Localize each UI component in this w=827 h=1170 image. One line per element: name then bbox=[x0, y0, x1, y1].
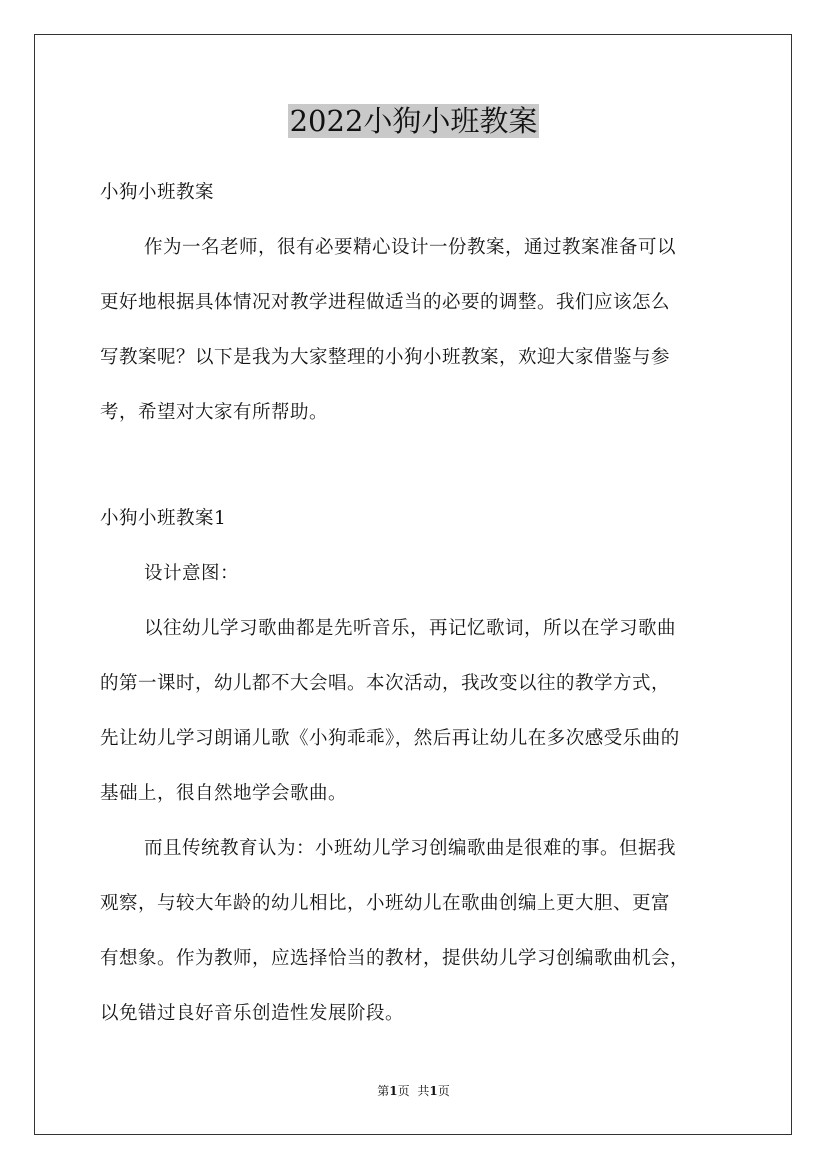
intro-line-3: 写教案呢？以下是我为大家整理的小狗小班教案，欢迎大家借鉴与参 bbox=[100, 347, 671, 368]
para2-line-2: 观察，与较大年龄的幼儿相比，小班幼儿在歌曲创编上更大胆、更富 bbox=[100, 893, 671, 914]
intro-line-4: 考，希望对大家有所帮助。 bbox=[100, 402, 329, 423]
intro-line-2: 更好地根据具体情况对教学进程做适当的必要的调整。我们应该怎么 bbox=[100, 292, 671, 313]
document-title bbox=[0, 100, 827, 142]
para1-line-1: 以往幼儿学习歌曲都是先听音乐，再记忆歌词，所以在学习歌曲 bbox=[144, 618, 677, 639]
para2-line-4: 以免错过良好音乐创造性发展阶段。 bbox=[100, 1003, 405, 1024]
para2-line-1: 而且传统教育认为：小班幼儿学习创编歌曲是很难的事。但据我 bbox=[144, 838, 677, 859]
para2-line-3: 有想象。作为教师，应选择恰当的教材，提供幼儿学习创编歌曲机会， bbox=[100, 948, 690, 969]
page-prefix: 第 bbox=[377, 1084, 390, 1098]
section-1-heading: 小狗小班教案1 bbox=[100, 508, 227, 529]
total-prefix: 共 bbox=[417, 1084, 430, 1098]
document-body bbox=[100, 165, 728, 440]
section-1 bbox=[100, 491, 728, 1041]
document-title-text: 2022小狗小班教案 bbox=[289, 104, 538, 138]
design-intent-label: 设计意图： bbox=[144, 563, 240, 584]
page-footer bbox=[0, 1082, 827, 1100]
total-number: 1 bbox=[429, 1084, 438, 1098]
intro-line-1: 作为一名老师，很有必要精心设计一份教案，通过教案准备可以 bbox=[144, 237, 677, 258]
total-suffix: 页 bbox=[437, 1084, 450, 1098]
para1-line-2: 的第一课时，幼儿都不大会唱。本次活动，我改变以往的教学方式， bbox=[100, 673, 671, 694]
page-number: 1 bbox=[389, 1084, 398, 1098]
para1-line-4: 基础上，很自然地学会歌曲。 bbox=[100, 783, 348, 804]
intro-heading: 小狗小班教案 bbox=[100, 182, 215, 203]
page-suffix: 页 bbox=[397, 1084, 410, 1098]
para1-line-3: 先让幼儿学习朗诵儿歌《小狗乖乖》，然后再让幼儿在多次感受乐曲的 bbox=[100, 728, 680, 749]
